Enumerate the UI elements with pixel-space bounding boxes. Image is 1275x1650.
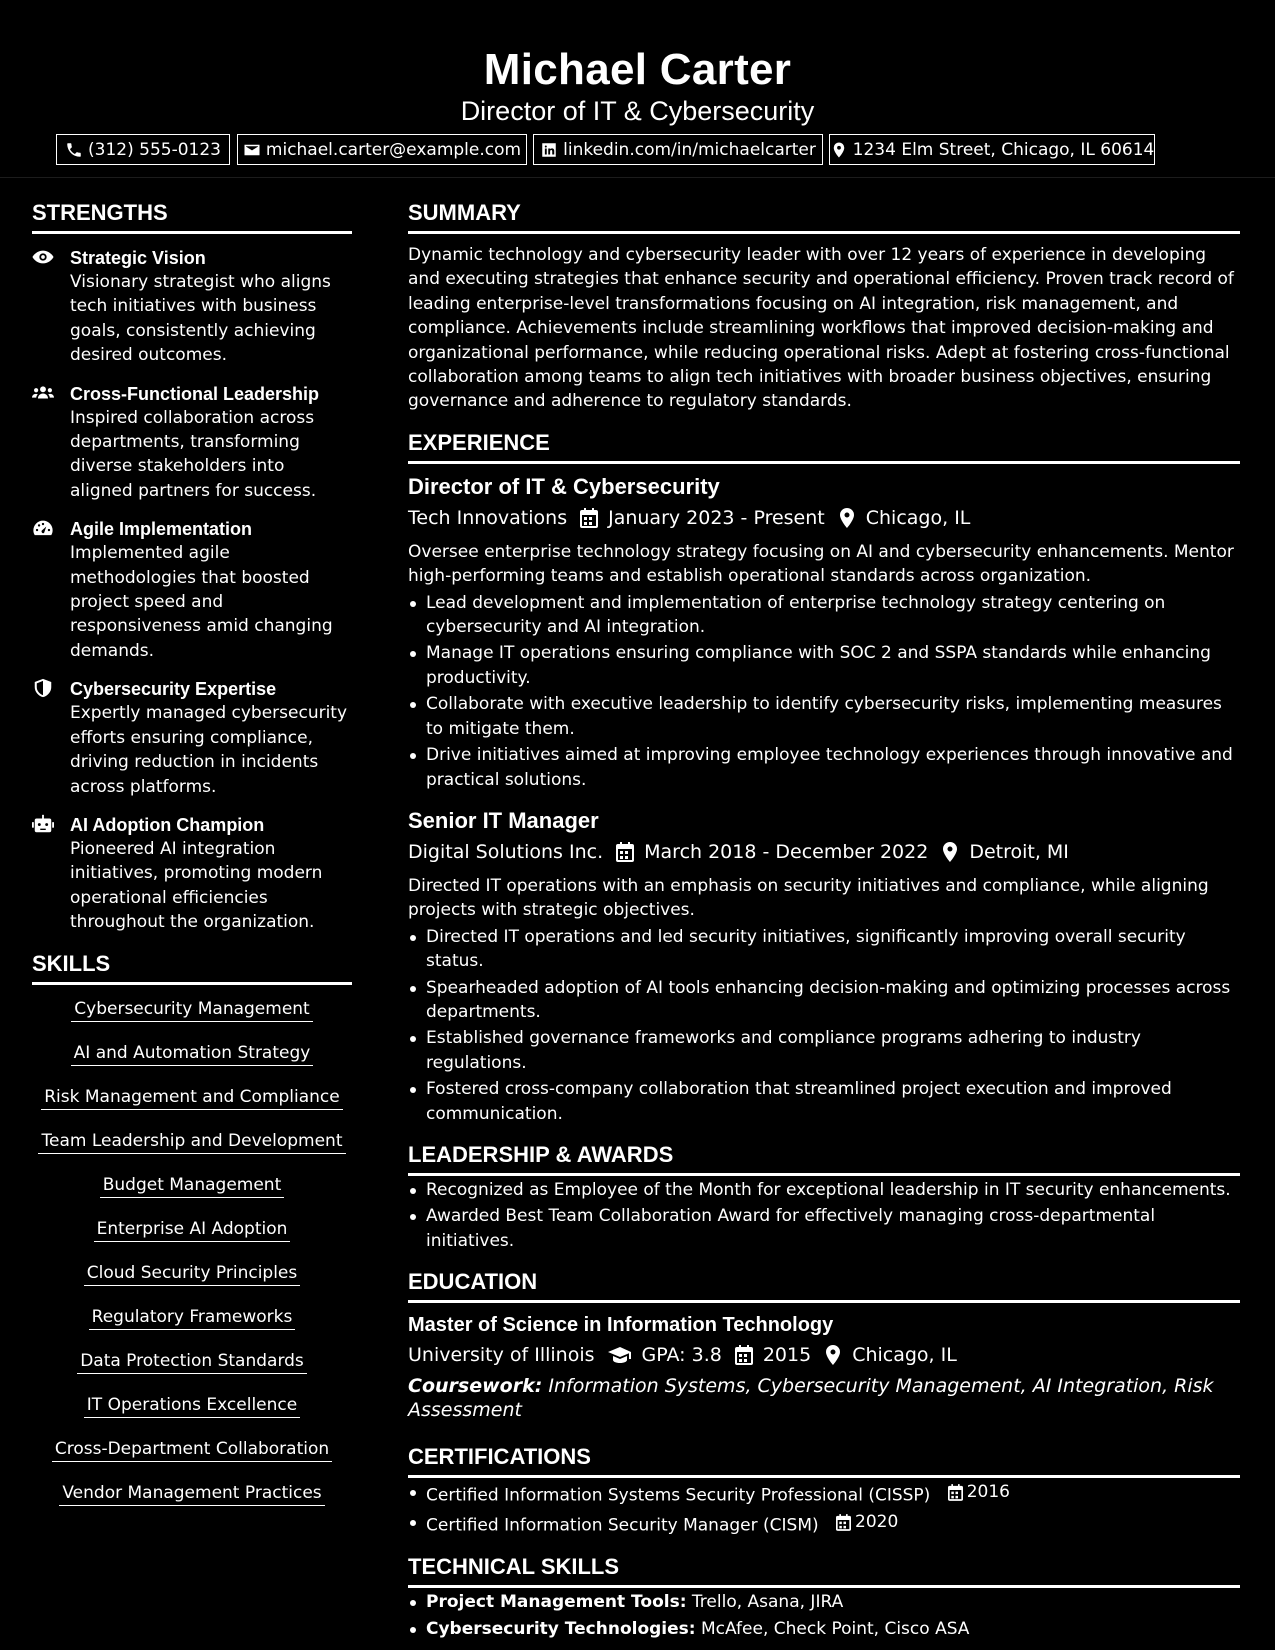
contact-linkedin[interactable] bbox=[533, 134, 823, 165]
education-heading: EDUCATION bbox=[408, 1267, 1240, 1303]
strength-title: Strategic Vision bbox=[70, 248, 206, 268]
contact-phone-text: (312) 555-0123 bbox=[88, 139, 221, 160]
strength-item bbox=[32, 382, 352, 504]
strength-desc: Implemented agile methodologies that boosted project speed and responsiveness amid changing demands. bbox=[70, 543, 333, 661]
job-meta bbox=[408, 837, 1240, 867]
left-column bbox=[32, 198, 352, 1525]
graduation-year: 2015 bbox=[762, 1344, 812, 1367]
candidate-name: Michael Carter bbox=[483, 45, 792, 94]
strength-title: Agile Implementation bbox=[70, 519, 253, 540]
skill-item: Risk Management and Compliance bbox=[41, 1085, 342, 1110]
strength-item bbox=[32, 813, 352, 935]
technical-skills-list bbox=[408, 1590, 1240, 1641]
skills-heading: SKILLS bbox=[32, 949, 352, 985]
strengths-list bbox=[32, 246, 352, 935]
coursework-text: Information Systems, Cybersecurity Management, AI Integration, Risk Assessment bbox=[408, 1375, 1214, 1422]
strengths-heading: STRENGTHS bbox=[32, 198, 352, 234]
certification-item bbox=[408, 1480, 1240, 1508]
certifications-heading: CERTIFICATIONS bbox=[408, 1442, 1240, 1478]
shield-icon bbox=[32, 678, 54, 698]
school-name: University of Illinois bbox=[408, 1344, 595, 1367]
skill-item: IT Operations Excellence bbox=[84, 1393, 300, 1418]
job-bullet: Spearheaded adoption of AI tools enhancing decision-making and optimizing processes across departments. bbox=[408, 976, 1240, 1025]
calendar-icon bbox=[616, 842, 634, 862]
gpa: GPA: 3.8 bbox=[641, 1344, 722, 1367]
job-title: Senior IT Manager bbox=[408, 807, 599, 833]
job-bullet: Manage IT operations ensuring compliance with SOC 2 and SSPA standards while enhancing productivity. bbox=[408, 641, 1240, 690]
education-meta bbox=[408, 1340, 1240, 1370]
summary-heading: SUMMARY bbox=[408, 198, 1240, 234]
map-pin-icon bbox=[838, 508, 856, 528]
job-meta bbox=[408, 503, 1240, 533]
award-item: Awarded Best Team Collaboration Award for effectively managing cross-departmental initiatives. bbox=[408, 1204, 1240, 1253]
contact-address-text: 1234 Elm Street, Chicago, IL 60614 bbox=[852, 139, 1155, 160]
contact-email-text: michael.carter@example.com bbox=[265, 139, 522, 160]
technical-skill-label: Project Management Tools: bbox=[426, 1592, 687, 1613]
map-pin-icon bbox=[941, 842, 959, 862]
strength-item bbox=[32, 677, 352, 799]
calendar-icon bbox=[735, 1345, 753, 1365]
skill-item: Enterprise AI Adoption bbox=[94, 1217, 291, 1242]
job-company: Tech Innovations bbox=[408, 506, 568, 529]
skill-item: Team Leadership and Development bbox=[38, 1129, 345, 1154]
calendar-icon bbox=[580, 508, 598, 528]
strength-desc: Inspired collaboration across departments, transforming diverse stakeholders into aligned partners for success. bbox=[70, 407, 317, 501]
job-title: Director of IT & Cybersecurity bbox=[408, 473, 720, 499]
job-description: Oversee enterprise technology strategy focusing on AI and cybersecurity enhancements. Mentor high-performing teams and establish operational standards across organization. bbox=[408, 541, 1234, 587]
strength-item bbox=[32, 517, 352, 663]
map-pin-icon bbox=[830, 141, 848, 159]
certification-name: Certified Information Security Manager (CISM) bbox=[426, 1516, 819, 1536]
technical-skill-value: Trello, Asana, JIRA bbox=[691, 1592, 844, 1613]
job-entry bbox=[408, 806, 1240, 1126]
skills-list bbox=[32, 997, 352, 1506]
coursework-label: Coursework: bbox=[408, 1375, 543, 1398]
school-location: Chicago, IL bbox=[852, 1344, 957, 1367]
skill-item: Regulatory Frameworks bbox=[89, 1305, 296, 1330]
technical-skill-item bbox=[408, 1590, 1240, 1614]
skill-item: Budget Management bbox=[100, 1173, 285, 1198]
contact-linkedin-text: linkedin.com/in/michaelcarter bbox=[563, 139, 816, 160]
strength-title: Cybersecurity Expertise bbox=[70, 679, 277, 700]
degree-title: Master of Science in Information Technology bbox=[408, 1314, 834, 1337]
eye-icon bbox=[32, 247, 54, 267]
strength-desc: Expertly managed cybersecurity efforts ensuring compliance, driving reduction in incidents across platforms. bbox=[70, 703, 348, 797]
job-location: Chicago, IL bbox=[865, 506, 971, 529]
job-location: Detroit, MI bbox=[969, 840, 1069, 863]
award-item: Recognized as Employee of the Month for exceptional leadership in IT security enhancements. bbox=[408, 1178, 1240, 1202]
strength-desc: Visionary strategist who aligns tech initiatives with business goals, consistently achieving desired outcomes. bbox=[70, 272, 331, 366]
skills-section bbox=[32, 949, 352, 1506]
job-dates: January 2023 - Present bbox=[608, 506, 825, 529]
strength-title: Cross-Functional Leadership bbox=[70, 383, 320, 404]
linkedin-icon bbox=[540, 141, 558, 159]
technical-skills-heading: TECHNICAL SKILLS bbox=[408, 1552, 1240, 1588]
technical-skill-label: Cybersecurity Technologies: bbox=[426, 1618, 696, 1639]
job-bullet: Lead development and implementation of enterprise technology strategy centering on cybersecurity and AI integration. bbox=[408, 591, 1240, 640]
robot-icon bbox=[32, 814, 54, 834]
certification-year: 2020 bbox=[855, 1512, 899, 1533]
job-bullet: Established governance frameworks and compliance programs adhering to industry regulations. bbox=[408, 1026, 1240, 1075]
job-description: Directed IT operations with an emphasis on security initiatives and compliance, while aligning projects with strategic objectives. bbox=[408, 875, 1209, 921]
gauge-icon bbox=[32, 518, 54, 538]
resume-header bbox=[0, 0, 1275, 178]
job-bullet: Fostered cross-company collaboration that streamlined project execution and improved communication. bbox=[408, 1077, 1240, 1126]
leadership-list bbox=[408, 1178, 1240, 1253]
contact-address[interactable] bbox=[829, 134, 1155, 165]
calendar-icon bbox=[836, 1514, 851, 1531]
skill-item: Data Protection Standards bbox=[77, 1349, 307, 1374]
envelope-icon bbox=[243, 141, 261, 159]
graduation-cap-icon bbox=[608, 1345, 632, 1365]
skill-item: Cloud Security Principles bbox=[84, 1261, 301, 1286]
summary-text: Dynamic technology and cybersecurity leader with over 12 years of experience in developing and executing strategies that enhance security and operational efficiency. Proven track record of leading enterprise-level transformations focusing on AI integration, risk management, and compliance. Achievements include streamlining workflows that improved decision-making and organizational performance, while reducing operational risks. Adept at fostering cross-functional collaboration among teams to align tech initiatives with broader business objectives, ensuring governance and adherence to regulatory standards. bbox=[408, 245, 1234, 412]
job-bullet: Drive initiatives aimed at improving employee technology experiences through innovative and practical solutions. bbox=[408, 743, 1240, 792]
phone-icon bbox=[65, 141, 83, 159]
coursework bbox=[408, 1374, 1240, 1422]
job-entry bbox=[408, 472, 1240, 792]
strength-title: AI Adoption Champion bbox=[70, 814, 265, 835]
job-dates: March 2018 - December 2022 bbox=[644, 840, 929, 863]
job-bullets bbox=[408, 591, 1240, 792]
skill-item: Vendor Management Practices bbox=[59, 1481, 324, 1506]
certification-name: Certified Information Systems Security Professional (CISSP) bbox=[426, 1485, 931, 1506]
contact-phone[interactable] bbox=[56, 134, 230, 165]
job-bullet: Collaborate with executive leadership to identify cybersecurity risks, implementing measures to mitigate them. bbox=[408, 692, 1240, 741]
leadership-heading: LEADERSHIP & AWARDS bbox=[408, 1140, 1240, 1176]
technical-skill-value: McAfee, Check Point, Cisco ASA bbox=[701, 1618, 970, 1639]
job-bullets bbox=[408, 925, 1240, 1126]
map-pin-icon bbox=[824, 1345, 842, 1365]
strength-item bbox=[32, 246, 352, 368]
skill-item: AI and Automation Strategy bbox=[71, 1041, 314, 1066]
technical-skill-item bbox=[408, 1617, 1240, 1641]
skill-item: Cross-Department Collaboration bbox=[52, 1437, 332, 1462]
certification-year: 2016 bbox=[966, 1482, 1010, 1503]
contact-email[interactable] bbox=[237, 134, 527, 165]
job-bullet: Directed IT operations and led security initiatives, significantly improving overall security status. bbox=[408, 925, 1240, 974]
certification-item bbox=[408, 1510, 1240, 1538]
users-icon bbox=[32, 383, 54, 403]
calendar-icon bbox=[948, 1484, 963, 1501]
strength-desc: Pioneered AI integration initiatives, promoting modern operational efficiencies throughout the organization. bbox=[70, 838, 323, 933]
skill-item: Cybersecurity Management bbox=[71, 997, 312, 1022]
job-company: Digital Solutions Inc. bbox=[408, 840, 604, 863]
right-column bbox=[408, 198, 1240, 1643]
candidate-title: Director of IT & Cybersecurity bbox=[460, 96, 815, 126]
experience-heading: EXPERIENCE bbox=[408, 428, 1240, 464]
certifications-list bbox=[408, 1480, 1240, 1538]
